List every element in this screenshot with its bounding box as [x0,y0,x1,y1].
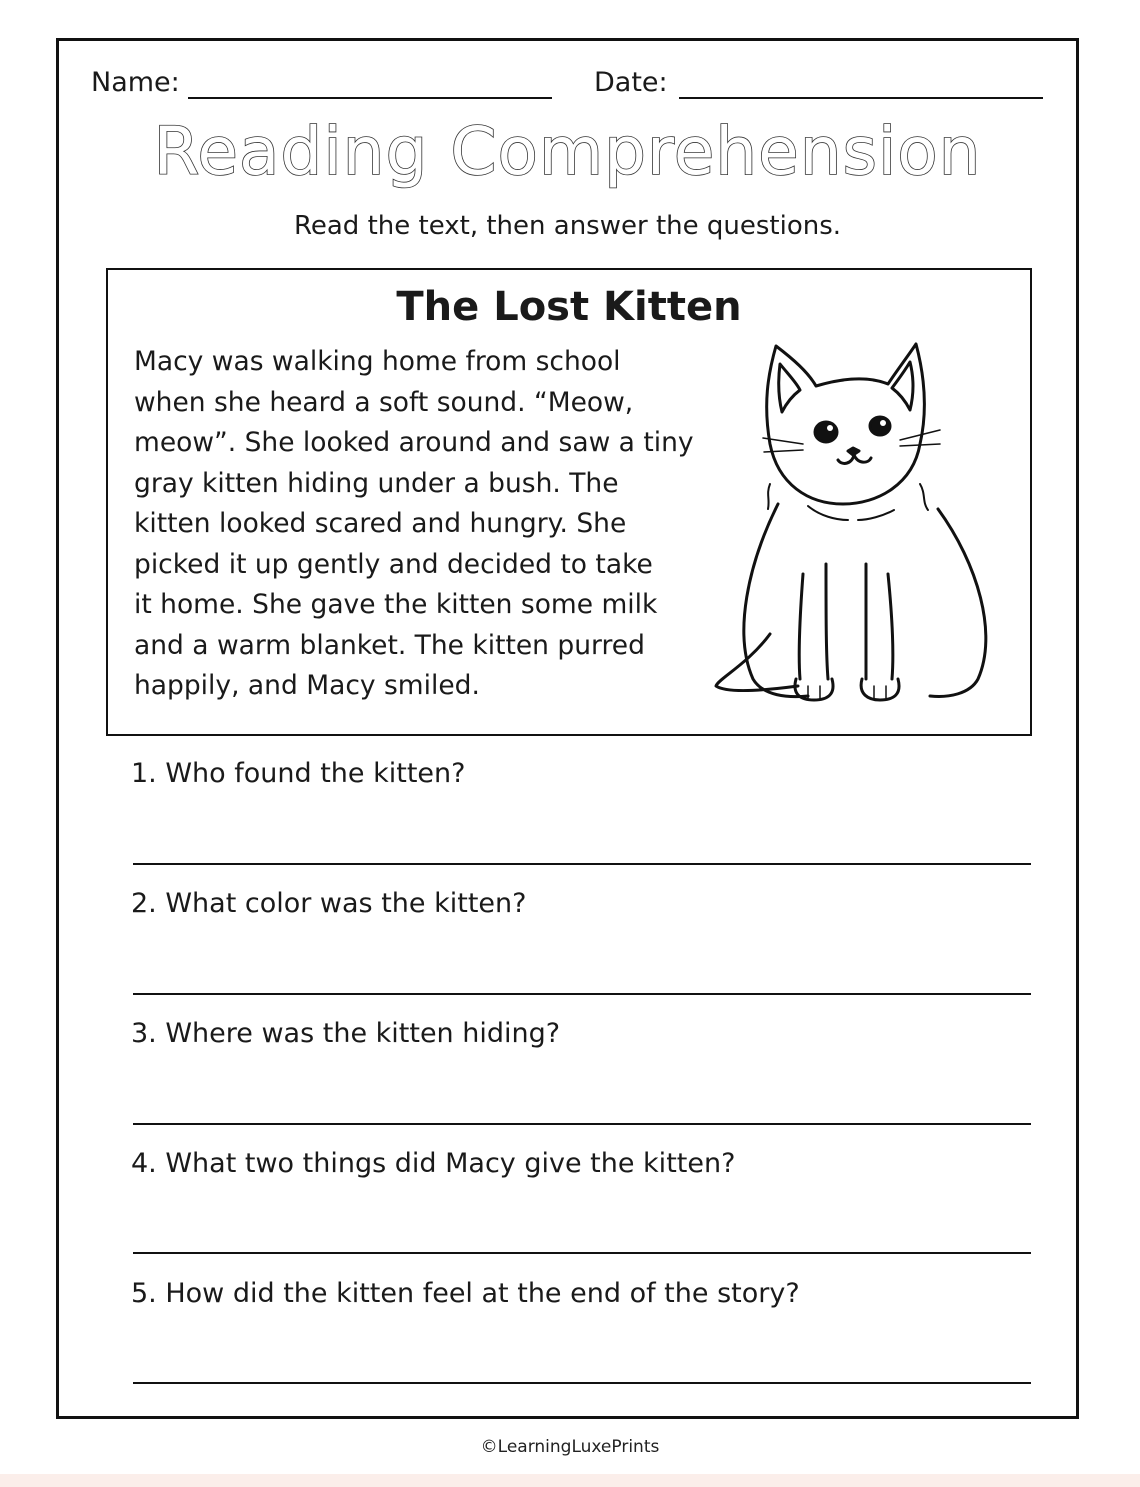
answer-line-2[interactable] [133,993,1031,995]
answer-line-5[interactable] [133,1382,1031,1384]
question-1: 1. Who found the kitten? [131,758,466,789]
story-text: Macy was walking home from school when she heard a soft sound. “Meow, meow”. She looked around and saw a tiny gray kitten hiding under a bush. The kitten looked scared and hungry. She picked it up gently and decided to take it home. She gave the kitten some milk and a warm blanket. The kitten purred happily, and Macy smiled. [134,346,694,701]
page-title: Reading Comprehension [153,113,982,190]
footer-band [0,1474,1140,1487]
cat-illustration-icon [708,334,1008,714]
copyright-notice: ©LearningLuxePrints [480,1437,660,1457]
date-line[interactable] [679,97,1043,99]
name-label: Name: [91,67,180,98]
question-5: 5. How did the kitten feel at the end of the story? [131,1278,800,1309]
question-3: 3. Where was the kitten hiding? [131,1018,561,1049]
story-box [106,268,1032,736]
answer-line-1[interactable] [133,863,1031,865]
story-title: The Lost Kitten [396,284,742,330]
instructions: Read the text, then answer the questions. [293,211,842,241]
answer-line-3[interactable] [133,1123,1031,1125]
answer-line-4[interactable] [133,1252,1031,1254]
date-label: Date: [594,67,668,98]
question-4: 4. What two things did Macy give the kitten? [131,1148,736,1179]
worksheet [56,38,1079,1419]
question-2: 2. What color was the kitten? [131,888,527,919]
name-line[interactable] [188,97,552,99]
